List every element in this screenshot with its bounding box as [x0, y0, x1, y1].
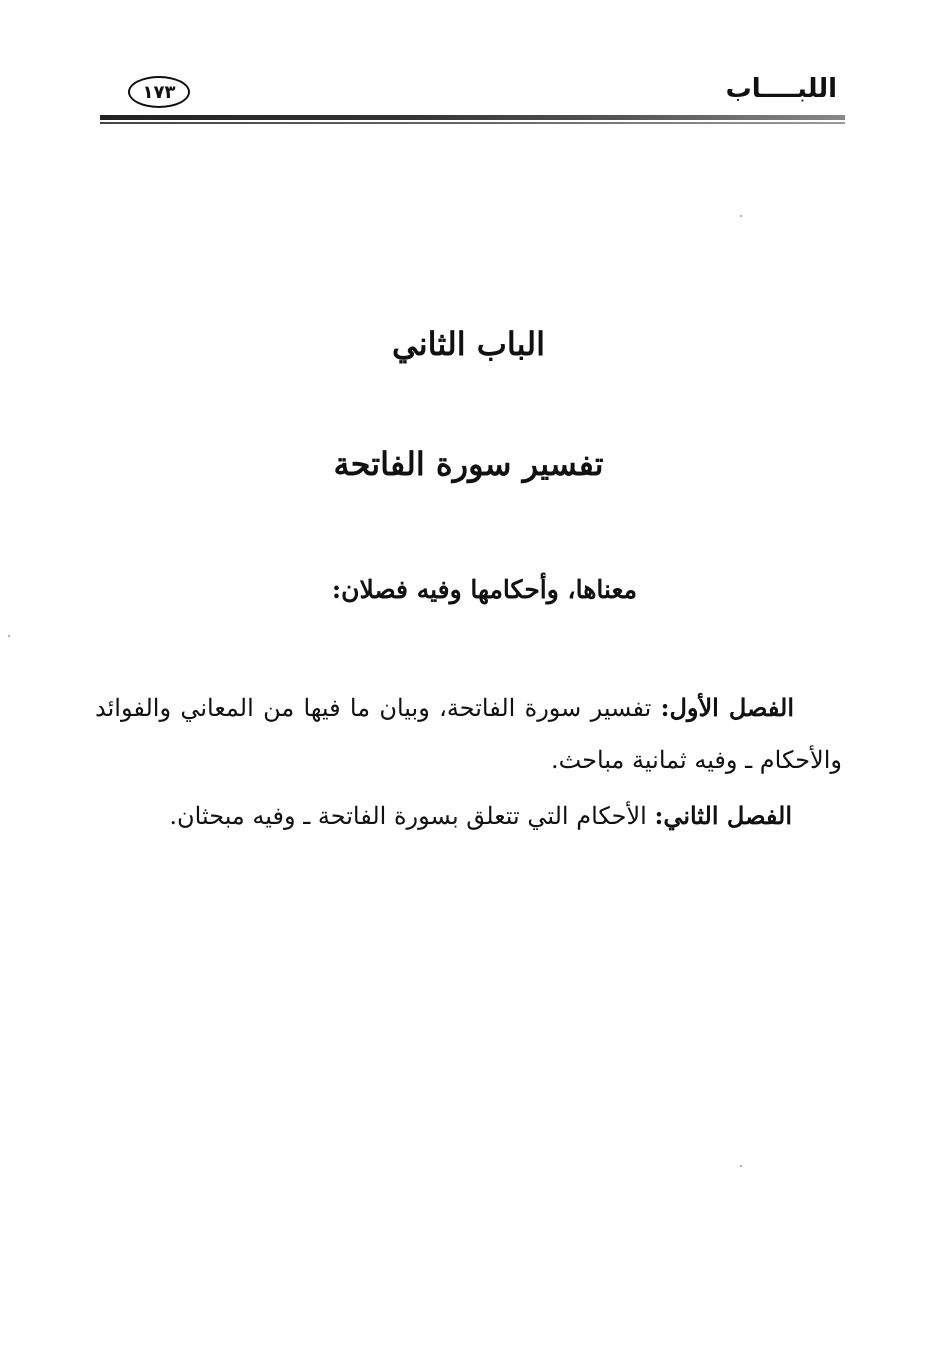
- part-title: الباب الثاني: [392, 325, 545, 363]
- scan-speck: [740, 1165, 742, 1167]
- scan-speck: [740, 215, 742, 217]
- section-label: الفصل الأول:: [660, 693, 794, 722]
- page-header: [100, 60, 845, 130]
- section-text: تفسير سورة الفاتحة، وبيان ما فيها من المعاني والفوائد والأحكام ـ وفيه ثمانية مباحث.: [95, 694, 842, 774]
- header-rule: [100, 115, 845, 120]
- section-label: الفصل الثاني:: [654, 801, 792, 830]
- intro-line: معناها، وأحكامها وفيه فصلان:: [331, 575, 637, 604]
- header-rule-thin: [100, 122, 845, 124]
- page-number: ١٧٣: [128, 76, 190, 108]
- section-first: [95, 682, 842, 786]
- section-second: [95, 790, 792, 842]
- scan-speck: [8, 635, 10, 637]
- section-text: الأحكام التي تتعلق بسورة الفاتحة ـ وفيه مبحثان.: [169, 802, 655, 830]
- running-title: اللبــــاب: [725, 74, 837, 104]
- part-subtitle: تفسير سورة الفاتحة: [333, 445, 604, 483]
